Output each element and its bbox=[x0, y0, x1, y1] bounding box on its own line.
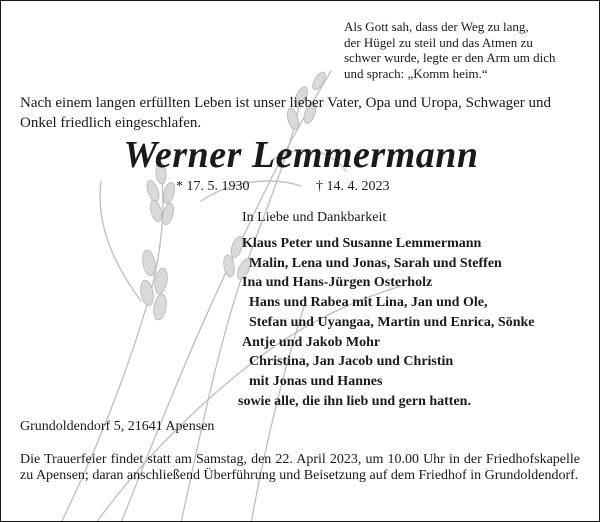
poem-line: und sprach: „Komm heim.“ bbox=[344, 65, 488, 81]
mourner-line: Hans und Rabea mit Lina, Jan und Ole, bbox=[249, 295, 488, 311]
mourner-line: Christina, Jan Jacob und Christin bbox=[249, 354, 454, 370]
poem-line: Als Gott sah, dass der Weg zu lang, bbox=[344, 19, 529, 34]
poem-line: der Hügel zu steil und das Atmen zu bbox=[344, 34, 533, 50]
mourner-line: Stefan und Uyangaa, Martin und Enrica, Sönke bbox=[249, 314, 535, 330]
intro-text: Nach einem langen erfüllten Leben ist unser lieber Vater, Opa und Uropa, Schwager und Onkel friedlich eingeschlafen. bbox=[20, 95, 552, 131]
mourner-line: sowie alle, die ihn lieb und gern hatten. bbox=[238, 393, 471, 409]
service-notice: Die Trauerfeier findet statt am Samstag, den 22. April 2023, um 10.00 Uhr in der Friedhofskapelle zu Apensen; daran anschließend Überführung und Beisetzung auf dem Friedhof in Grundoldendorf. bbox=[20, 452, 580, 483]
poem bbox=[344, 19, 589, 81]
mourner-line: mit Jonas und Hannes bbox=[249, 373, 383, 389]
mourners-list bbox=[238, 234, 535, 411]
poem-line: schwer wurde, legte er den Arm um dich bbox=[344, 50, 556, 65]
deceased-name: Werner Lemmermann bbox=[123, 134, 479, 176]
address: Grundoldendorf 5, 21641 Apensen bbox=[20, 419, 215, 434]
thanks-line: In Liebe und Dankbarkeit bbox=[242, 210, 387, 225]
mourner-line: Ina und Hans-Jürgen Osterholz bbox=[242, 275, 433, 291]
birth-date: * 17. 5. 1930 bbox=[176, 179, 250, 194]
mourner-line: Malin, Lena und Jonas, Sarah und Steffen bbox=[249, 255, 502, 271]
death-date: † 14. 4. 2023 bbox=[316, 179, 390, 194]
mourner-line: Antje und Jakob Mohr bbox=[242, 334, 381, 350]
mourner-line: Klaus Peter und Susanne Lemmermann bbox=[242, 236, 482, 251]
